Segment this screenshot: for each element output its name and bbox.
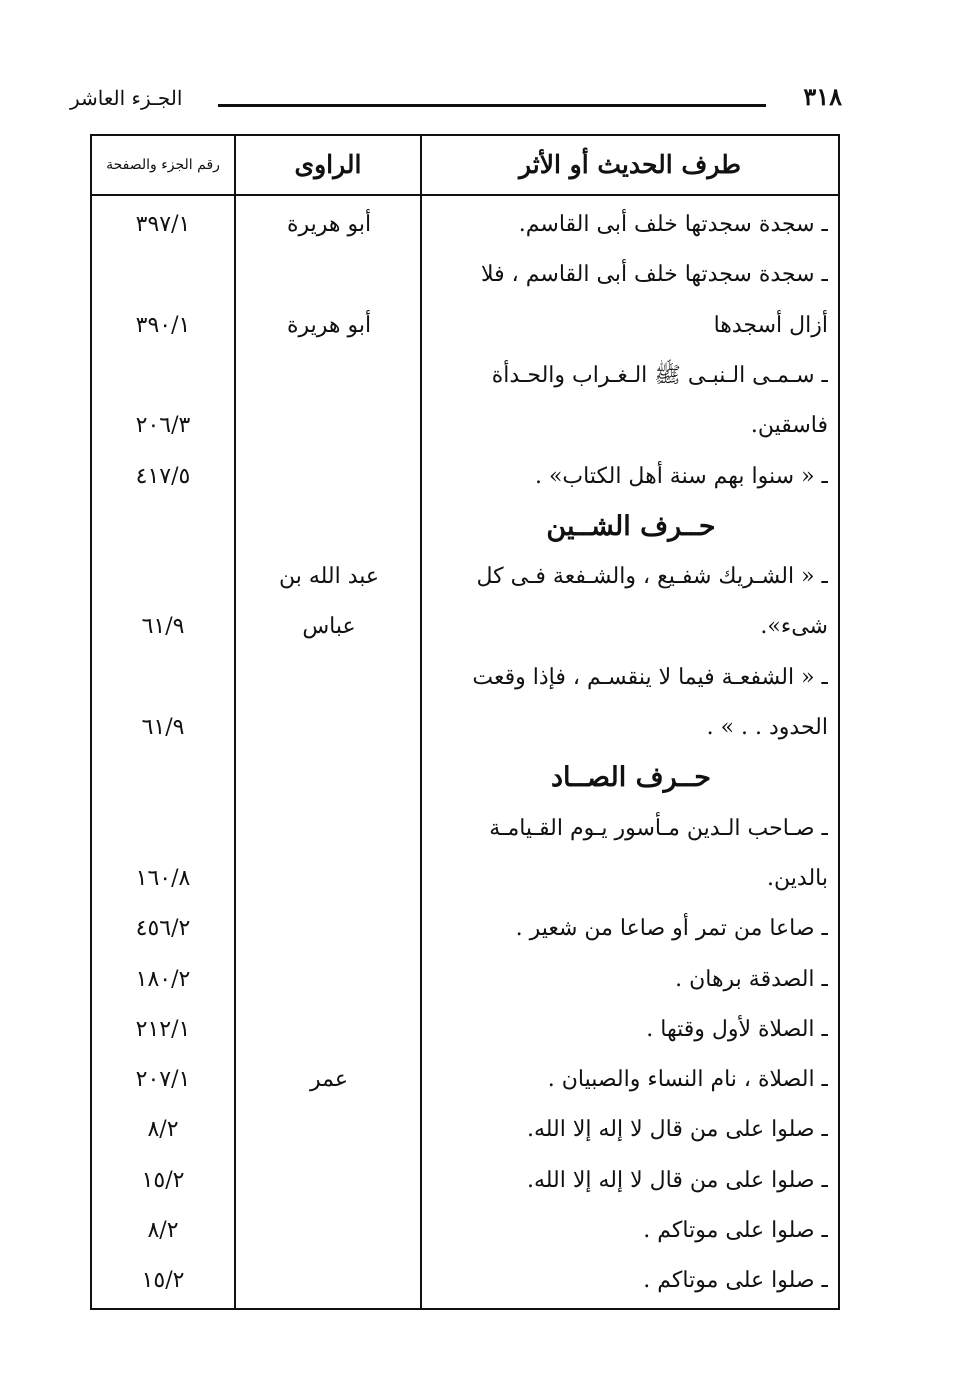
hadith-text: أزال أسجدها [713,312,828,338]
hadith-text: ـ « الشفعـة فيما لا ينقسـم ، فإذا وقعت [472,664,828,690]
narrator-cell [238,1256,420,1306]
table-row [92,1105,838,1155]
narrator-cell [238,351,420,401]
hadith-text: ـ الصلاة ، نام النساء والصبيان . [547,1067,828,1093]
hadith-index-table [90,134,840,1310]
hadith-text: ـ « سنوا بهم سنة أهل الكتاب» . [534,463,828,489]
hadith-text: ـ صـاحب الـدين مـأسور يـوم القـيامـة [489,815,828,841]
reference-cell [92,250,234,300]
reference-cell: ٣٩٧/١ [135,212,191,237]
hadith-text: ـ الصدقة برهان . [675,966,828,992]
table-row [92,200,838,250]
hadith-text: ـ صاعا من تمر أو صاعا من شعير . [515,916,828,942]
reference-cell: ٨/٢ [147,1117,179,1143]
narrator-cell: أبو هريرة [286,212,372,237]
hadith-text: ـ صلوا على من قال لا إله إلا الله. [526,1117,828,1143]
narrator-cell [238,452,420,502]
reference-cell: ٤٥٦/٢ [135,916,191,942]
reference-cell [92,552,234,602]
section-heading: حــرف الصــاد [550,762,711,794]
header-rule [218,104,766,107]
hadith-text: ـ « الشـريك شفـيع ، والشـفعة فـى كل [476,564,828,590]
reference-cell: ٤١٧/٥ [135,463,191,489]
hadith-text: ـ الصلاة لأول وقتها . [646,1016,828,1042]
narrator-cell [238,703,420,753]
hadith-text: ـ سـمـى الـنبـى ﷺ الـغـراب والحـدأة [491,362,828,388]
table-row [92,1256,838,1306]
table-row [92,653,838,703]
narrator-cell [238,653,420,703]
hadith-text: شىء». [760,614,828,640]
narrator-cell [238,804,420,854]
table-row [92,955,838,1005]
table-row [92,1206,838,1256]
section-heading: حــرف الشــين [546,510,716,542]
reference-cell: ٦١/٩ [141,614,185,640]
reference-cell: ٦١/٩ [141,715,185,740]
narrator-cell: عباس [302,614,356,640]
table-row [92,1156,838,1206]
table-row [92,1005,838,1055]
table-row [92,703,838,753]
narrator-cell: عبد الله بن [278,564,380,590]
table-row [92,1055,838,1105]
table-row [92,854,838,904]
narrator-cell [238,401,420,451]
reference-cell: ١٥/٢ [141,1167,185,1193]
reference-cell: ٣٩٠/١ [135,312,191,338]
hadith-text: ـ صلوا على موتاكم . [643,1268,828,1294]
reference-cell: ٢٠٧/١ [135,1067,191,1093]
narrator-cell [238,1005,420,1055]
table-row [92,250,838,300]
hadith-text: فاسقين. [750,413,828,439]
reference-cell: ٢٠٦/٣ [135,413,191,439]
reference-cell: ١٦٠/٨ [135,865,191,891]
hadith-text: الحدود . . » . [706,715,828,740]
reference-cell [92,351,234,401]
reference-cell: ٢١٢/١ [135,1016,191,1042]
narrator-cell: أبو هريرة [286,312,372,338]
page-number: ٣١٨ [803,82,842,111]
table-row [92,401,838,451]
narrator-cell [238,904,420,954]
reference-cell: ١٥/٢ [141,1268,185,1294]
table-row [92,301,838,351]
reference-cell: ٨/٢ [147,1218,179,1243]
hadith-text: ـ سجدة سجدتها خلف أبى القاسم ، فلا [481,262,828,288]
header-divider [92,194,838,196]
table-row [92,452,838,502]
page-header [70,82,842,122]
table-row [92,552,838,602]
narrator-cell [238,250,420,300]
reference-cell: ١٨٠/٢ [135,966,191,992]
table-row [92,602,838,652]
narrator-cell [238,854,420,904]
reference-cell [92,804,234,854]
hadith-text: ـ سجدة سجدتها خلف أبى القاسم. [518,212,828,237]
narrator-cell [238,1105,420,1155]
hadith-text: بالدين. [767,865,828,891]
column-header-narrator: الراوى [294,150,362,179]
narrator-cell [238,1156,420,1206]
hadith-text: ـ صلوا على من قال لا إله إلا الله. [526,1167,828,1193]
table-row [92,804,838,854]
part-title: الجـزء العاشر [70,86,183,110]
column-header-ref: رقم الجزء والصفحة [106,157,220,173]
narrator-cell: عمر [310,1067,348,1093]
column-header-hadith: طرف الحديث أو الأثر [518,150,742,179]
narrator-cell [238,1206,420,1256]
table-row [92,904,838,954]
table-row [92,351,838,401]
reference-cell [92,653,234,703]
hadith-text: ـ صلوا على موتاكم . [643,1218,828,1243]
narrator-cell [238,955,420,1005]
